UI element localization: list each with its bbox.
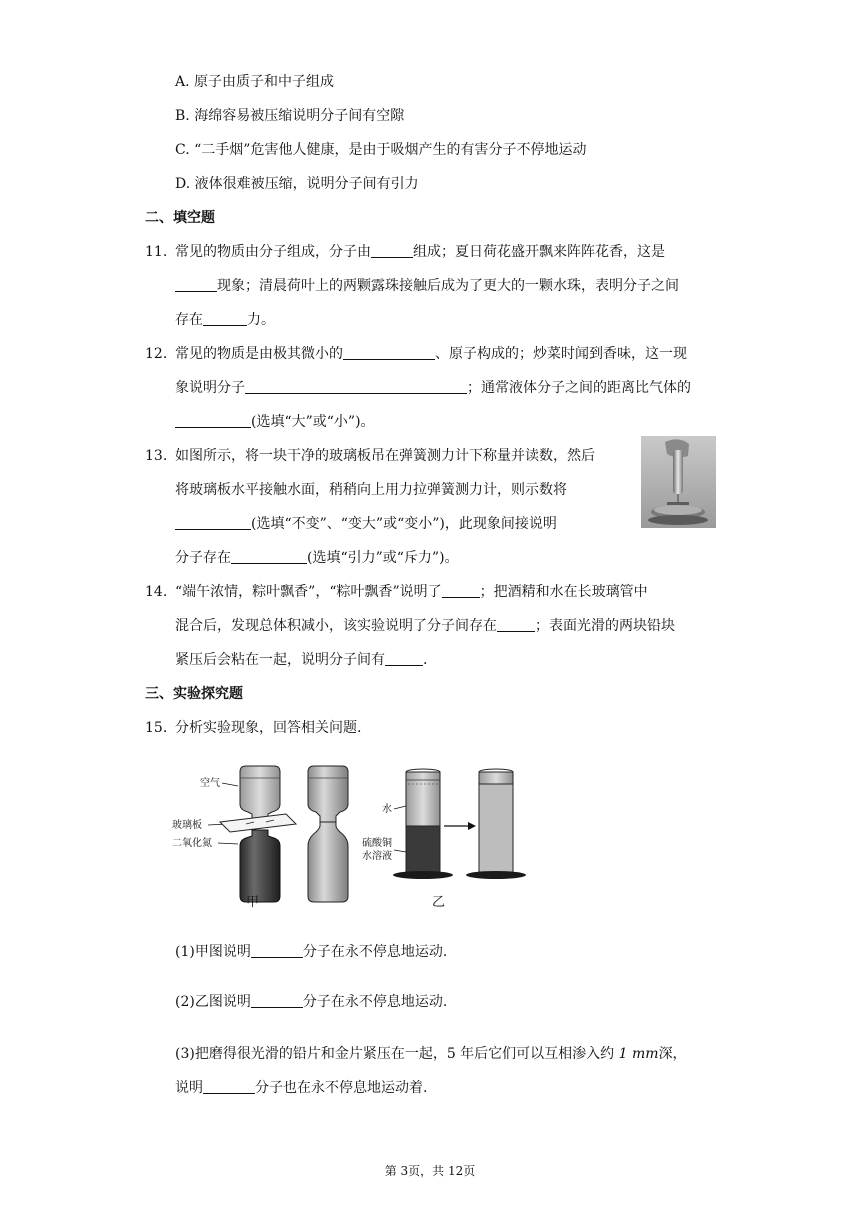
option-text: 液体很难被压缩，说明分子间有引力 <box>194 176 419 192</box>
q15-sub3 <box>175 1044 687 1064</box>
q14-text: 紧压后会粘在一起，说明分子间有 <box>175 652 385 668</box>
q15-text: 分子也在永不停息地运动着. <box>255 1080 428 1096</box>
question-number: 13. <box>145 448 168 464</box>
q15-text: (2)乙图说明 <box>175 994 251 1010</box>
q13-line2: 将玻璃板水平接触水面，稍稍向上用力拉弹簧测力计，则示数将 <box>175 482 567 498</box>
answer-blank[interactable] <box>175 412 251 428</box>
answer-blank[interactable] <box>442 582 480 598</box>
q13-line1: 如图所示，将一块干净的玻璃板吊在弹簧测力计下称量并读数，然后 <box>175 448 595 464</box>
option-letter: B. <box>175 108 190 124</box>
q12-text: 常见的物质是由极其微小的 <box>175 346 343 362</box>
q12-line2 <box>175 378 691 398</box>
spring-scale-photo <box>641 436 716 528</box>
answer-blank[interactable] <box>203 1078 255 1094</box>
option-text: “二手烟”危害他人健康，是由于吸烟产生的有害分子不停地运动 <box>194 142 587 158</box>
q15-sub1 <box>175 942 447 962</box>
q13-text: (选填“引力”或“斥力”)。 <box>307 550 459 566</box>
q14-line3 <box>175 650 427 670</box>
q15-text: 深， <box>658 1046 687 1062</box>
q11-text: 现象；清晨荷叶上的两颗露珠接触后成为了更大的一颗水珠，表明分子之间 <box>217 278 679 294</box>
unit-mm: 1 mm <box>618 1046 659 1062</box>
q12-line3 <box>175 412 375 432</box>
question-number: 11. <box>145 244 168 260</box>
q11-text: 力。 <box>247 312 275 328</box>
option-letter: C. <box>175 142 190 158</box>
option-c <box>175 140 586 160</box>
q13-text: 分子存在 <box>175 550 231 566</box>
page-footer: 第 3页，共 12页 <box>384 1164 476 1178</box>
answer-blank[interactable] <box>385 650 423 666</box>
q15-prompt: 分析实验现象，回答相关问题. <box>175 720 362 736</box>
q14-text: “端午浓情，粽叶飘香”，“粽叶飘香”说明了 <box>175 584 442 600</box>
option-letter: A. <box>175 74 190 90</box>
q15-sub3-cont <box>175 1078 427 1098</box>
option-text: 海绵容易被压缩说明分子间有空隙 <box>194 108 405 124</box>
q11-text: 常见的物质由分子组成，分子由 <box>175 244 371 260</box>
q12-text: 、原子构成的；炒菜时闻到香味，这一现 <box>435 346 687 362</box>
label-glass-plate: 玻璃板 <box>172 820 202 831</box>
answer-blank[interactable] <box>231 548 307 564</box>
answer-blank[interactable] <box>175 514 251 530</box>
q15-text: 说明 <box>175 1080 203 1096</box>
answer-blank[interactable] <box>245 378 467 394</box>
label-cuso4-line1: 硫酸铜 <box>362 838 392 849</box>
answer-blank[interactable] <box>251 992 303 1008</box>
q15-text: 分子在永不停息地运动. <box>302 994 448 1010</box>
option-text: 原子由质子和中子组成 <box>194 74 335 90</box>
q15-text: (1)甲图说明 <box>175 944 251 960</box>
q11-line2 <box>175 276 679 296</box>
q14-text: 混合后，发现总体积减小，该实验说明了分子间存在 <box>175 618 497 634</box>
answer-blank[interactable] <box>497 616 535 632</box>
option-d <box>175 174 419 194</box>
q12-text: ；通常液体分子之间的距离比气体的 <box>467 380 691 396</box>
question-number: 14. <box>145 584 168 600</box>
q15-text: (3)把磨得很光滑的铅片和金片紧压在一起，5 年后它们可以互相渗入约 <box>175 1046 619 1062</box>
label-air: 空气 <box>200 778 220 789</box>
answer-blank[interactable] <box>343 344 435 360</box>
label-cuso4-line2: 水溶液 <box>362 851 392 862</box>
q14-line2 <box>175 616 675 636</box>
option-a <box>175 72 334 92</box>
q11-text: 组成；夏日荷花盛开飘来阵阵花香，这是 <box>413 244 665 260</box>
q12-text: (选填“大”或“小”)。 <box>251 414 375 430</box>
question-number: 15. <box>145 720 168 736</box>
caption-yi: 乙 <box>432 895 446 910</box>
section-heading-fill: 二、填空题 <box>145 210 215 226</box>
section-heading-experiment: 三、实验探究题 <box>145 686 243 702</box>
q15-sub2 <box>175 992 447 1012</box>
q12-line1 <box>175 344 687 364</box>
answer-blank[interactable] <box>371 242 413 258</box>
label-no2: 二氧化氮 <box>172 838 212 849</box>
answer-blank[interactable] <box>175 276 217 292</box>
caption-jia: 甲 <box>246 895 260 910</box>
q14-text: ；把酒精和水在长玻璃管中 <box>479 584 648 600</box>
q11-line1 <box>175 242 665 262</box>
q15-text: 分子在永不停息地运动. <box>302 944 448 960</box>
q13-line3 <box>175 514 557 534</box>
label-water: 水 <box>382 804 392 815</box>
option-b <box>175 106 404 126</box>
answer-blank[interactable] <box>251 942 303 958</box>
q11-line3 <box>175 310 275 330</box>
answer-blank[interactable] <box>203 310 247 326</box>
question-number: 12. <box>145 346 168 362</box>
q14-line1 <box>175 582 648 602</box>
q13-line4 <box>175 548 459 568</box>
q12-text: 象说明分子 <box>175 380 245 396</box>
option-letter: D. <box>175 176 191 192</box>
diffusion-experiment-figure <box>170 762 530 912</box>
q14-text: ；表面光滑的两块铅块 <box>535 618 675 634</box>
q11-text: 存在 <box>175 312 203 328</box>
q14-text: . <box>423 652 428 668</box>
q13-text: (选填“不变”、“变大”或“变小”)，此现象间接说明 <box>251 516 557 532</box>
